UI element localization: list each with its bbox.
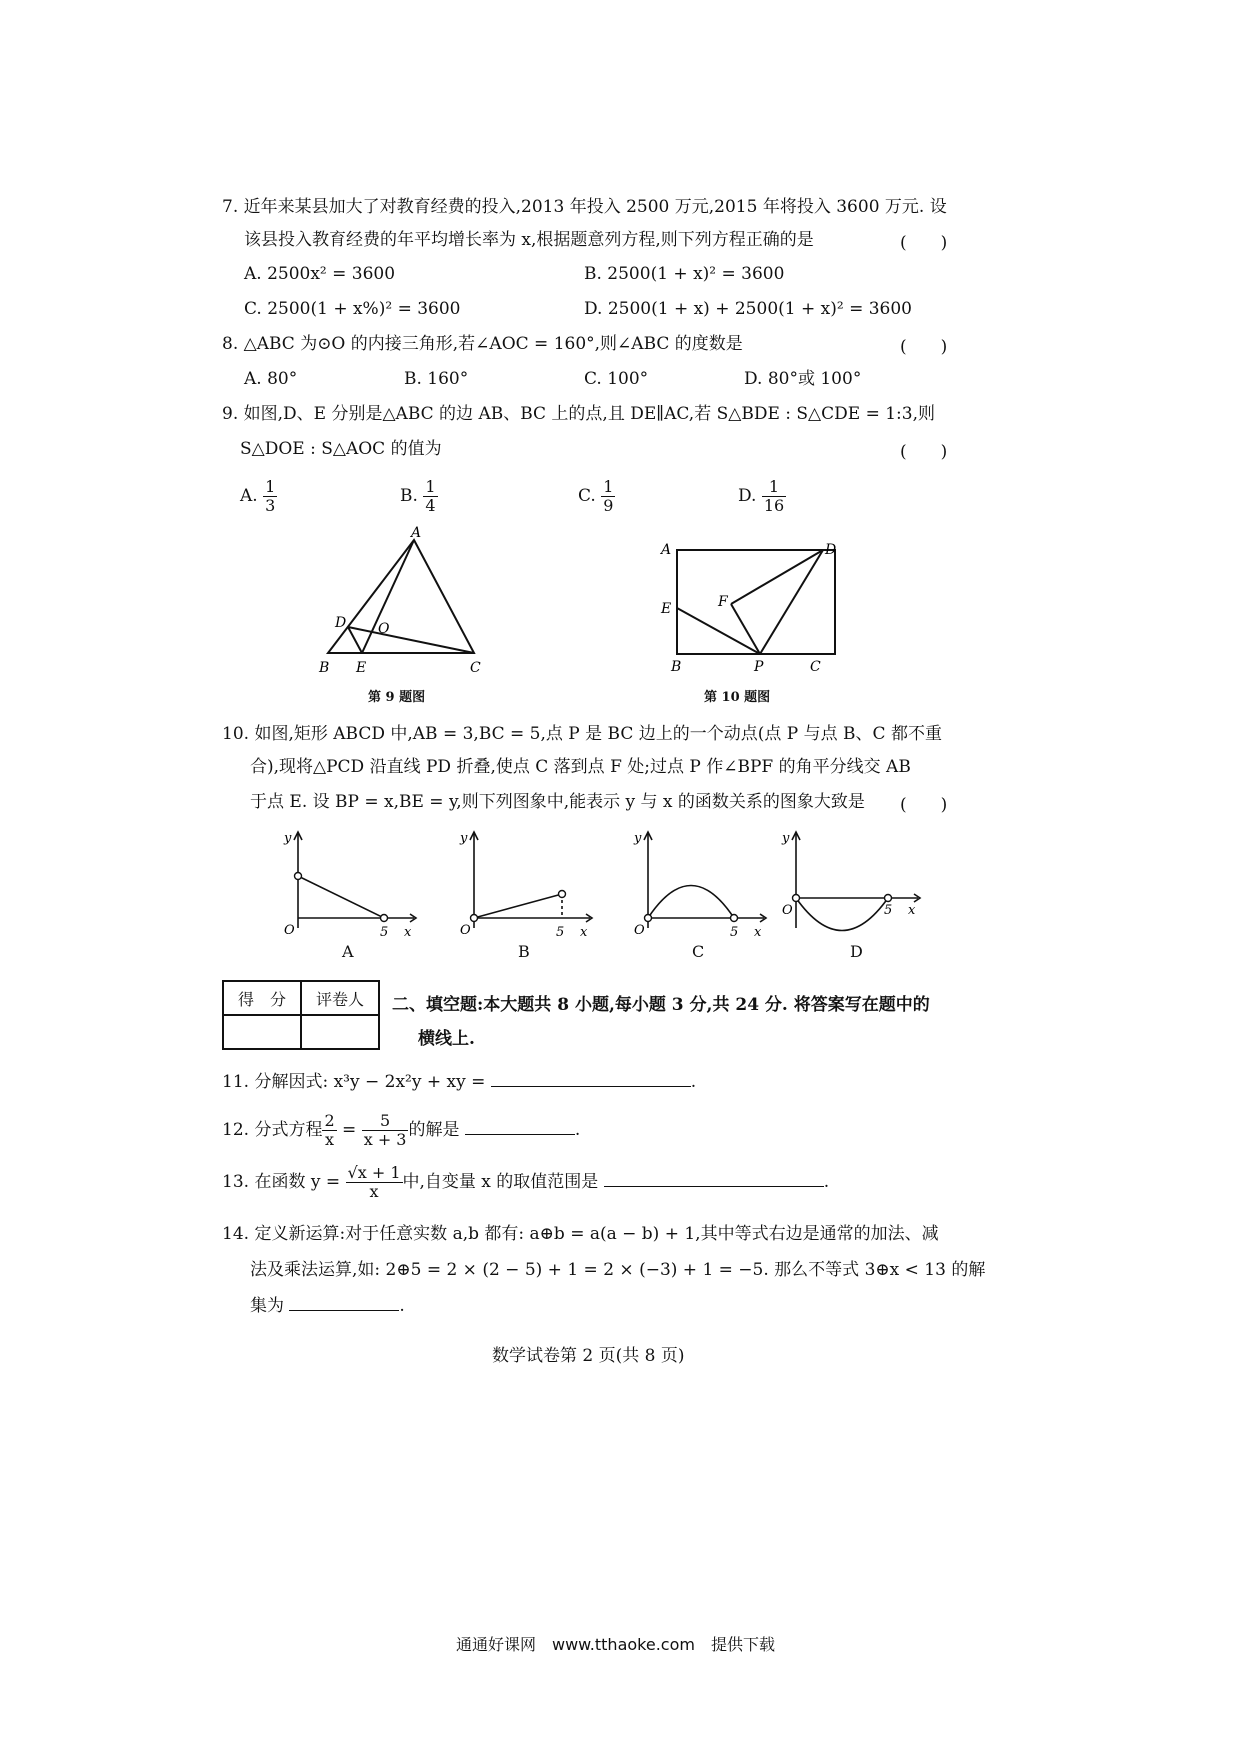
svg-text:x: x — [580, 925, 588, 938]
graph-b-label: B — [518, 942, 530, 961]
q9-line1: 9. 如图,D、E 分别是△ABC 的边 AB、BC 上的点,且 DE∥AC,若 S△BDE : S△CDE = 1:3,则 — [222, 404, 935, 424]
fig10-label-b: B — [671, 659, 682, 675]
q10-answer-paren: ( ) — [900, 795, 948, 815]
graph-a-label: A — [342, 942, 354, 961]
fig9-label-b: B — [319, 660, 330, 676]
score-table — [222, 980, 380, 1050]
q13-answer-blank[interactable] — [604, 1170, 824, 1187]
fig10-label-f: F — [718, 594, 728, 610]
fig10-label-c: C — [810, 659, 821, 675]
svg-text:x: x — [754, 925, 762, 938]
graph-c-label: C — [692, 942, 705, 961]
graph-d — [770, 828, 930, 938]
fig9-label-e: E — [356, 660, 367, 676]
q7-line2: 该县投入教育经费的年平均增长率为 x,根据题意列方程,则下列方程正确的是 — [244, 230, 814, 250]
q7-option-a: A. 2500x² = 3600 — [244, 264, 396, 284]
q10-line3: 于点 E. 设 BP = x,BE = y,则下列图象中,能表示 y 与 x 的函数关系的图象大致是 — [250, 792, 865, 812]
svg-text:O: O — [284, 923, 295, 938]
svg-text:O: O — [782, 903, 793, 918]
q7-answer-paren: ( ) — [900, 233, 948, 253]
graph-d-label: D — [850, 942, 863, 961]
q9-option-d: D. $\frac{1}{16}$ — [738, 477, 785, 515]
page-number-footer: 数学试卷第 2 页(共 8 页) — [492, 1346, 685, 1366]
svg-text:y: y — [634, 831, 642, 846]
section2-title-line2: 横线上. — [418, 1029, 475, 1049]
q9-option-a: A. $\frac{1}{3}$ — [240, 477, 276, 515]
q11-answer-blank[interactable] — [491, 1070, 691, 1087]
q14-line1: 14. 定义新运算:对于任意实数 a,b 都有: a⊕b = a(a − b) + 1,其中等式右边是通常的加法、减 — [222, 1224, 939, 1244]
grader-header: 评卷人 — [301, 981, 379, 1015]
figure-10-rectangle-diagram — [655, 540, 855, 675]
q8-answer-paren: ( ) — [900, 337, 948, 357]
svg-text:O: O — [460, 923, 471, 938]
svg-text:x: x — [908, 903, 916, 918]
site-footer: 通通好课网 www.tthaoke.com 提供下载 — [456, 1635, 775, 1654]
q7-option-b: B. 2500(1 + x)² = 3600 — [584, 264, 785, 284]
svg-text:O: O — [634, 923, 645, 938]
q12-answer-blank[interactable] — [465, 1118, 575, 1135]
figure-9-triangle-diagram — [310, 525, 490, 680]
svg-text:5: 5 — [884, 903, 893, 918]
score-cell[interactable] — [223, 1015, 301, 1049]
q8-option-d: D. 80°或 100° — [744, 369, 862, 389]
q11: 11. 分解因式: x³y − 2x²y + xy = . — [222, 1072, 697, 1092]
q14-line2: 法及乘法运算,如: 2⊕5 = 2 × (2 − 5) + 1 = 2 × (−3) + 1 = −5. 那么不等式 3⊕x < 13 的解 — [250, 1260, 986, 1280]
figure-10-caption: 第 10 题图 — [704, 690, 771, 705]
q8-option-a: A. 80° — [244, 369, 298, 389]
fig9-label-c: C — [470, 660, 481, 676]
fig10-label-e: E — [661, 601, 672, 617]
graph-c — [622, 828, 772, 938]
fig10-label-p: P — [754, 659, 764, 675]
score-header: 得 分 — [223, 981, 301, 1015]
svg-text:y: y — [284, 831, 292, 846]
q8-option-b: B. 160° — [404, 369, 469, 389]
q9-option-c: C. $\frac{1}{9}$ — [578, 477, 614, 515]
q8-line1: 8. △ABC 为⊙O 的内接三角形,若∠AOC = 160°,则∠ABC 的度数是 — [222, 334, 743, 354]
q10-line1: 10. 如图,矩形 ABCD 中,AB = 3,BC = 5,点 P 是 BC 边上的一个动点(点 P 与点 B、C 都不重 — [222, 724, 942, 744]
q9-line2: S△DOE : S△AOC 的值为 — [240, 439, 442, 459]
svg-text:x: x — [404, 925, 412, 938]
fig10-label-a: A — [661, 542, 672, 558]
q7-option-c: C. 2500(1 + x%)² = 3600 — [244, 299, 461, 319]
figure-9-caption: 第 9 题图 — [368, 690, 426, 705]
svg-text:5: 5 — [556, 925, 565, 938]
section2-title: 二、填空题:本大题共 8 小题,每小题 3 分,共 24 分. 将答案写在题中的 — [392, 995, 930, 1015]
q14-line3: 集为 . — [250, 1296, 405, 1316]
grader-cell[interactable] — [301, 1015, 379, 1049]
fig9-label-d: D — [335, 615, 347, 631]
q8-option-c: C. 100° — [584, 369, 649, 389]
fig9-label-a: A — [411, 525, 422, 541]
graph-a — [272, 828, 422, 938]
fig10-label-d: D — [825, 542, 837, 558]
q7-line1: 7. 近年来某县加大了对教育经费的投入,2013 年投入 2500 万元,2015 年将投入 3600 万元. 设 — [222, 197, 947, 217]
graph-b — [448, 828, 598, 938]
q13: 13. 在函数 y = $\frac{√x + 1}{x}$ 中,自变量 x 的取值范围是 . — [222, 1163, 830, 1201]
q9-answer-paren: ( ) — [900, 442, 948, 462]
svg-text:y: y — [782, 831, 790, 846]
q12: 12. 分式方程 $\frac{2}{x}$ = $\frac{5}{x + 3}$ 的解是 . — [222, 1111, 581, 1149]
q7-option-d: D. 2500(1 + x) + 2500(1 + x)² = 3600 — [584, 299, 912, 319]
q10-line2: 合),现将△PCD 沿直线 PD 折叠,使点 C 落到点 F 处;过点 P 作∠BPF 的角平分线交 AB — [250, 757, 911, 777]
svg-text:5: 5 — [730, 925, 739, 938]
fig9-label-o: O — [378, 621, 390, 637]
q9-option-b: B. $\frac{1}{4}$ — [400, 477, 436, 515]
svg-text:5: 5 — [380, 925, 389, 938]
q14-answer-blank[interactable] — [289, 1294, 399, 1311]
svg-text:y: y — [460, 831, 468, 846]
